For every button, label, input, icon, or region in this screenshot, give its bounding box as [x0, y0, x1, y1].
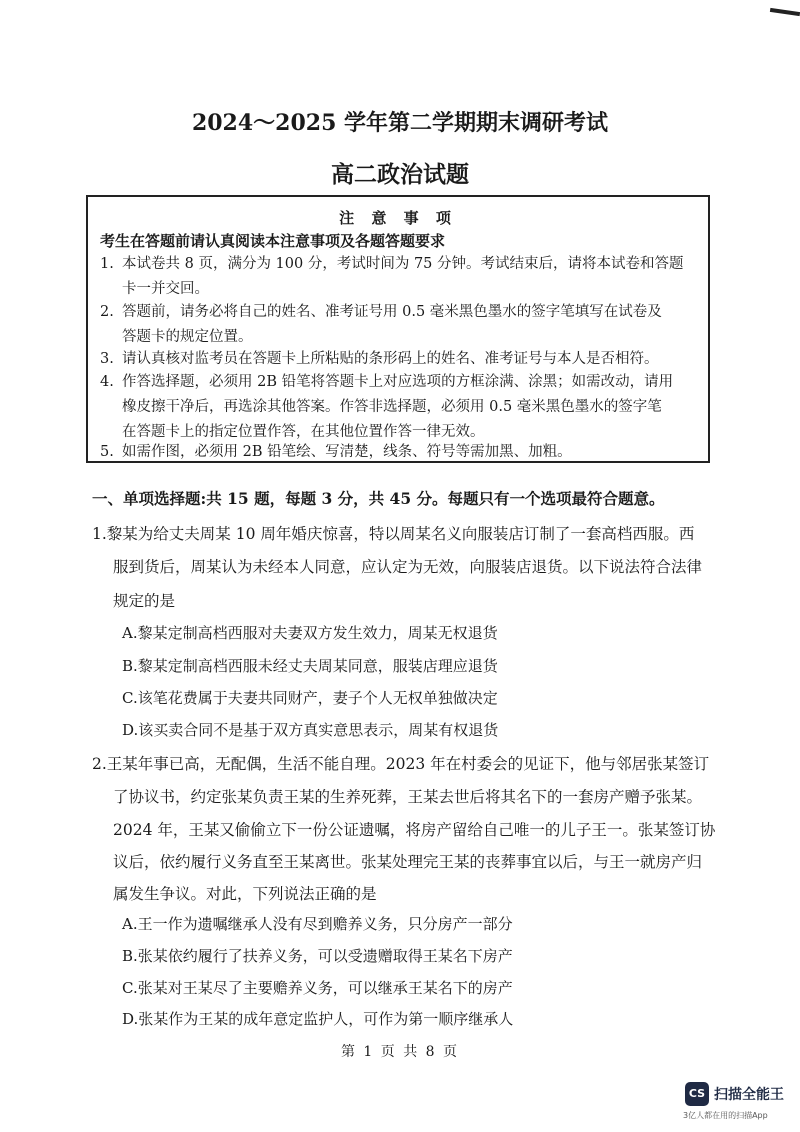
notice-subtitle: 考生在答题前请认真阅读本注意事项及各题答题要求: [100, 232, 446, 250]
notice-line: 答题卡的规定位置。: [122, 329, 253, 345]
notice-item-number: 3.: [100, 351, 114, 367]
notice-line: 请认真核对监考员在答题卡上所粘贴的条形码上的姓名、准考证号与本人是否相符。: [122, 351, 659, 367]
question-2-stem-line: 2024 年，王某又偷偷立下一份公证遗嘱，将房产留给自己唯一的儿子王一。张某签订协: [113, 821, 716, 839]
notice-item-2: [100, 300, 700, 350]
notice-line: 橡皮擦干净后，再选涂其他答案。作答非选择题，必须用 0.5 毫米黑色墨水的签字笔: [122, 399, 662, 415]
camscanner-logo-icon: CS: [685, 1082, 709, 1106]
notice-box: [86, 195, 710, 463]
notice-item-number: 1.: [100, 256, 114, 272]
notice-item-4: [100, 370, 700, 445]
notice-title: 注 意 事 项: [339, 209, 457, 227]
question-1-option-c: C.该笔花费属于夫妻共同财产，妻子个人无权单独做决定: [122, 689, 498, 707]
notice-item-number: 5.: [100, 444, 114, 460]
question-1-stem-line: 1.黎某为给丈夫周某 10 周年婚庆惊喜，特以周某名义向服装店订制了一套高档西服。西: [92, 525, 695, 543]
question-1-stem-line: 规定的是: [113, 592, 176, 610]
scan-edge-mark: [770, 8, 800, 16]
subject-title: 高二政治试题: [331, 161, 469, 188]
notice-item-5: [100, 440, 700, 465]
exam-title: 2024～2025 学年第二学期期末调研考试: [191, 110, 609, 136]
question-2-option-d: D.张某作为王某的成年意定监护人，可作为第一顺序继承人: [122, 1010, 514, 1028]
notice-item-3: [100, 347, 700, 372]
question-2-stem-line: 属发生争议。对此，下列说法正确的是: [113, 885, 377, 903]
notice-line: 答题前，请务必将自己的姓名、准考证号用 0.5 毫米黑色墨水的签字笔填写在试卷及: [122, 304, 662, 320]
notice-item-1: [100, 252, 700, 302]
question-2-stem-line: 2.王某年事已高，无配偶，生活不能自理。2023 年在村委会的见证下，他与邻居张某签订: [92, 755, 710, 773]
question-1-option-b: B.黎某定制高档西服未经丈夫周某同意，服装店理应退货: [122, 657, 498, 675]
notice-line: 本试卷共 8 页，满分为 100 分，考试时间为 75 分钟。考试结束后，请将本试卷和答题: [122, 256, 684, 272]
section-heading: 一、单项选择题:共 15 题，每题 3 分，共 45 分。每题只有一个选项最符合题意。: [92, 489, 665, 508]
question-1-option-a: A.黎某定制高档西服对夫妻双方发生效力，周某无权退货: [122, 624, 498, 642]
notice-line: 在答题卡上的指定位置作答，在其他位置作答一律无效。: [122, 424, 485, 440]
question-2-option-a: A.王一作为遗嘱继承人没有尽到赡养义务，只分房产一部分: [122, 915, 513, 933]
question-2-stem-line: 了协议书，约定张某负责王某的生养死葬，王某去世后将其名下的一套房产赠予张某。: [113, 788, 703, 806]
question-1-option-d: D.该买卖合同不是基于双方真实意思表示，周某有权退货: [122, 721, 499, 739]
question-1-stem-line: 服到货后，周某认为未经本人同意，应认定为无效，向服装店退货。以下说法符合法律: [113, 558, 703, 576]
question-2-option-b: B.张某依约履行了扶养义务，可以受遗赠取得王某名下房产: [122, 947, 513, 965]
notice-line: 如需作图，必须用 2B 铅笔绘、写清楚，线条、符号等需加黑、加粗。: [122, 444, 572, 460]
notice-line: 卡一并交回。: [122, 281, 209, 297]
question-2-option-c: C.张某对王某尽了主要赡养义务，可以继承王某名下的房产: [122, 979, 513, 997]
notice-item-number: 2.: [100, 304, 114, 320]
page-number: 第 1 页 共 8 页: [340, 1044, 460, 1060]
question-2-stem-line: 议后，依约履行义务直至王某离世。张某处理完王某的丧葬事宜以后，与王一就房产归: [113, 853, 703, 871]
notice-item-number: 4.: [100, 374, 114, 390]
camscanner-slogan: 3亿人都在用的扫描App: [683, 1111, 768, 1120]
camscanner-app-name: 扫描全能王: [714, 1087, 784, 1103]
notice-line: 作答选择题，必须用 2B 铅笔将答题卡上对应选项的方框涂满、涂黑；如需改动，请用: [122, 374, 674, 390]
